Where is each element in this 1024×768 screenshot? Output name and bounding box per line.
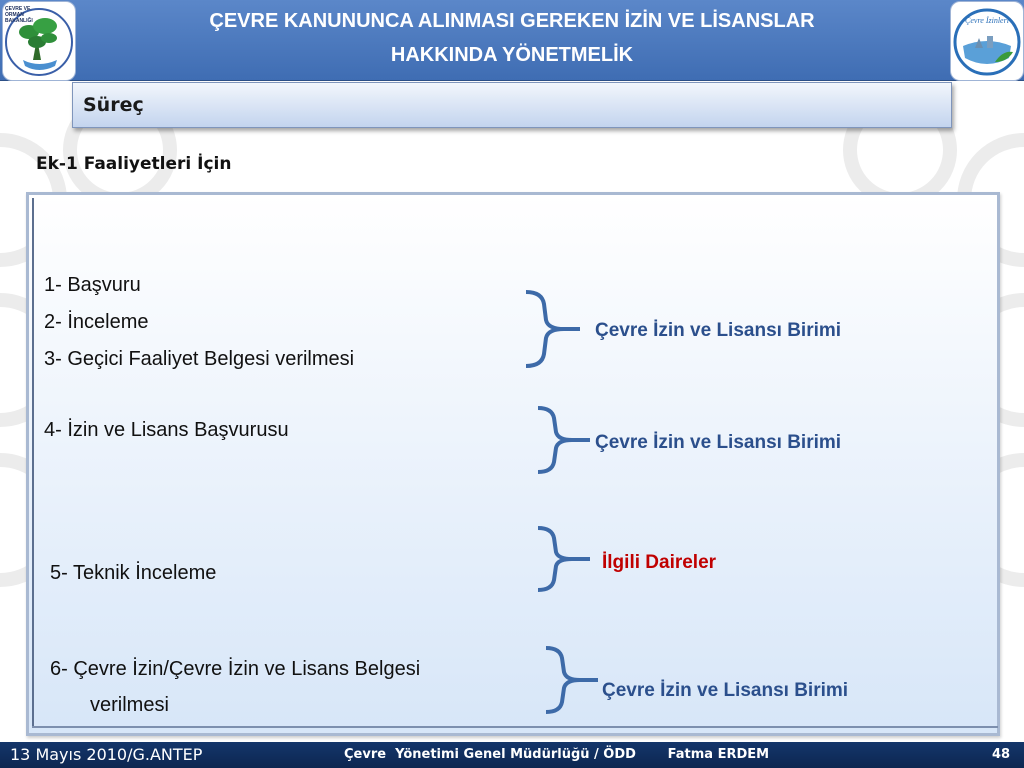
slide-title-line2: HAKKINDA YÖNETMELİK: [390, 44, 634, 66]
subheading: Ek-1 Faaliyetleri İçin: [36, 154, 232, 174]
unit-label-2: Çevre İzin ve Lisansı Birimi: [595, 432, 842, 453]
step-1: 1- Başvuru: [44, 274, 141, 296]
unit-label-1: Çevre İzin ve Lisansı Birimi: [595, 320, 842, 341]
section-bar: [72, 82, 952, 128]
footer-presenter: Çevre Yönetimi Genel Müdürlüğü / ÖDD Fatma ERDEM: [344, 747, 770, 762]
slide-title-line1: ÇEVRE KANUNUNCA ALINMASI GEREKEN İZİN VE LİSANSLAR: [209, 10, 815, 32]
step-6-continued: verilmesi: [90, 694, 169, 716]
step-5: 5- Teknik İnceleme: [50, 562, 217, 584]
right-curly-brace-icon: [532, 524, 596, 594]
unit-label-3: İlgili Daireler: [602, 552, 717, 573]
content-box: [26, 192, 1000, 736]
step-4: 4- İzin ve Lisans Başvurusu: [44, 419, 289, 441]
content-divider-bottom: [32, 726, 998, 728]
slide-footer: [0, 742, 1024, 768]
environment-permits-logo-icon: [950, 1, 1024, 81]
unit-label-4: Çevre İzin ve Lisansı Birimi: [602, 680, 849, 701]
step-2: 2- İnceleme: [44, 311, 149, 333]
ministry-tree-logo-icon: [2, 1, 76, 81]
step-3: 3- Geçici Faaliyet Belgesi verilmesi: [44, 348, 355, 370]
left-logo-text: ÇEVRE VE ORMAN BAKANLIĞI: [5, 6, 33, 24]
step-6: 6- Çevre İzin/Çevre İzin ve Lisans Belgesi: [50, 658, 421, 680]
right-curly-brace-icon: [520, 286, 584, 372]
section-title: Süreç: [83, 94, 144, 116]
right-curly-brace-icon: [532, 404, 596, 476]
footer-page-number: 48: [992, 747, 1011, 762]
slide-header: [0, 0, 1024, 81]
footer-date: 13 Mayıs 2010/G.ANTEP: [10, 745, 203, 764]
right-logo-text: Çevre İzinleri: [965, 16, 1009, 25]
content-divider-left: [32, 198, 34, 728]
right-curly-brace-icon: [540, 644, 604, 716]
